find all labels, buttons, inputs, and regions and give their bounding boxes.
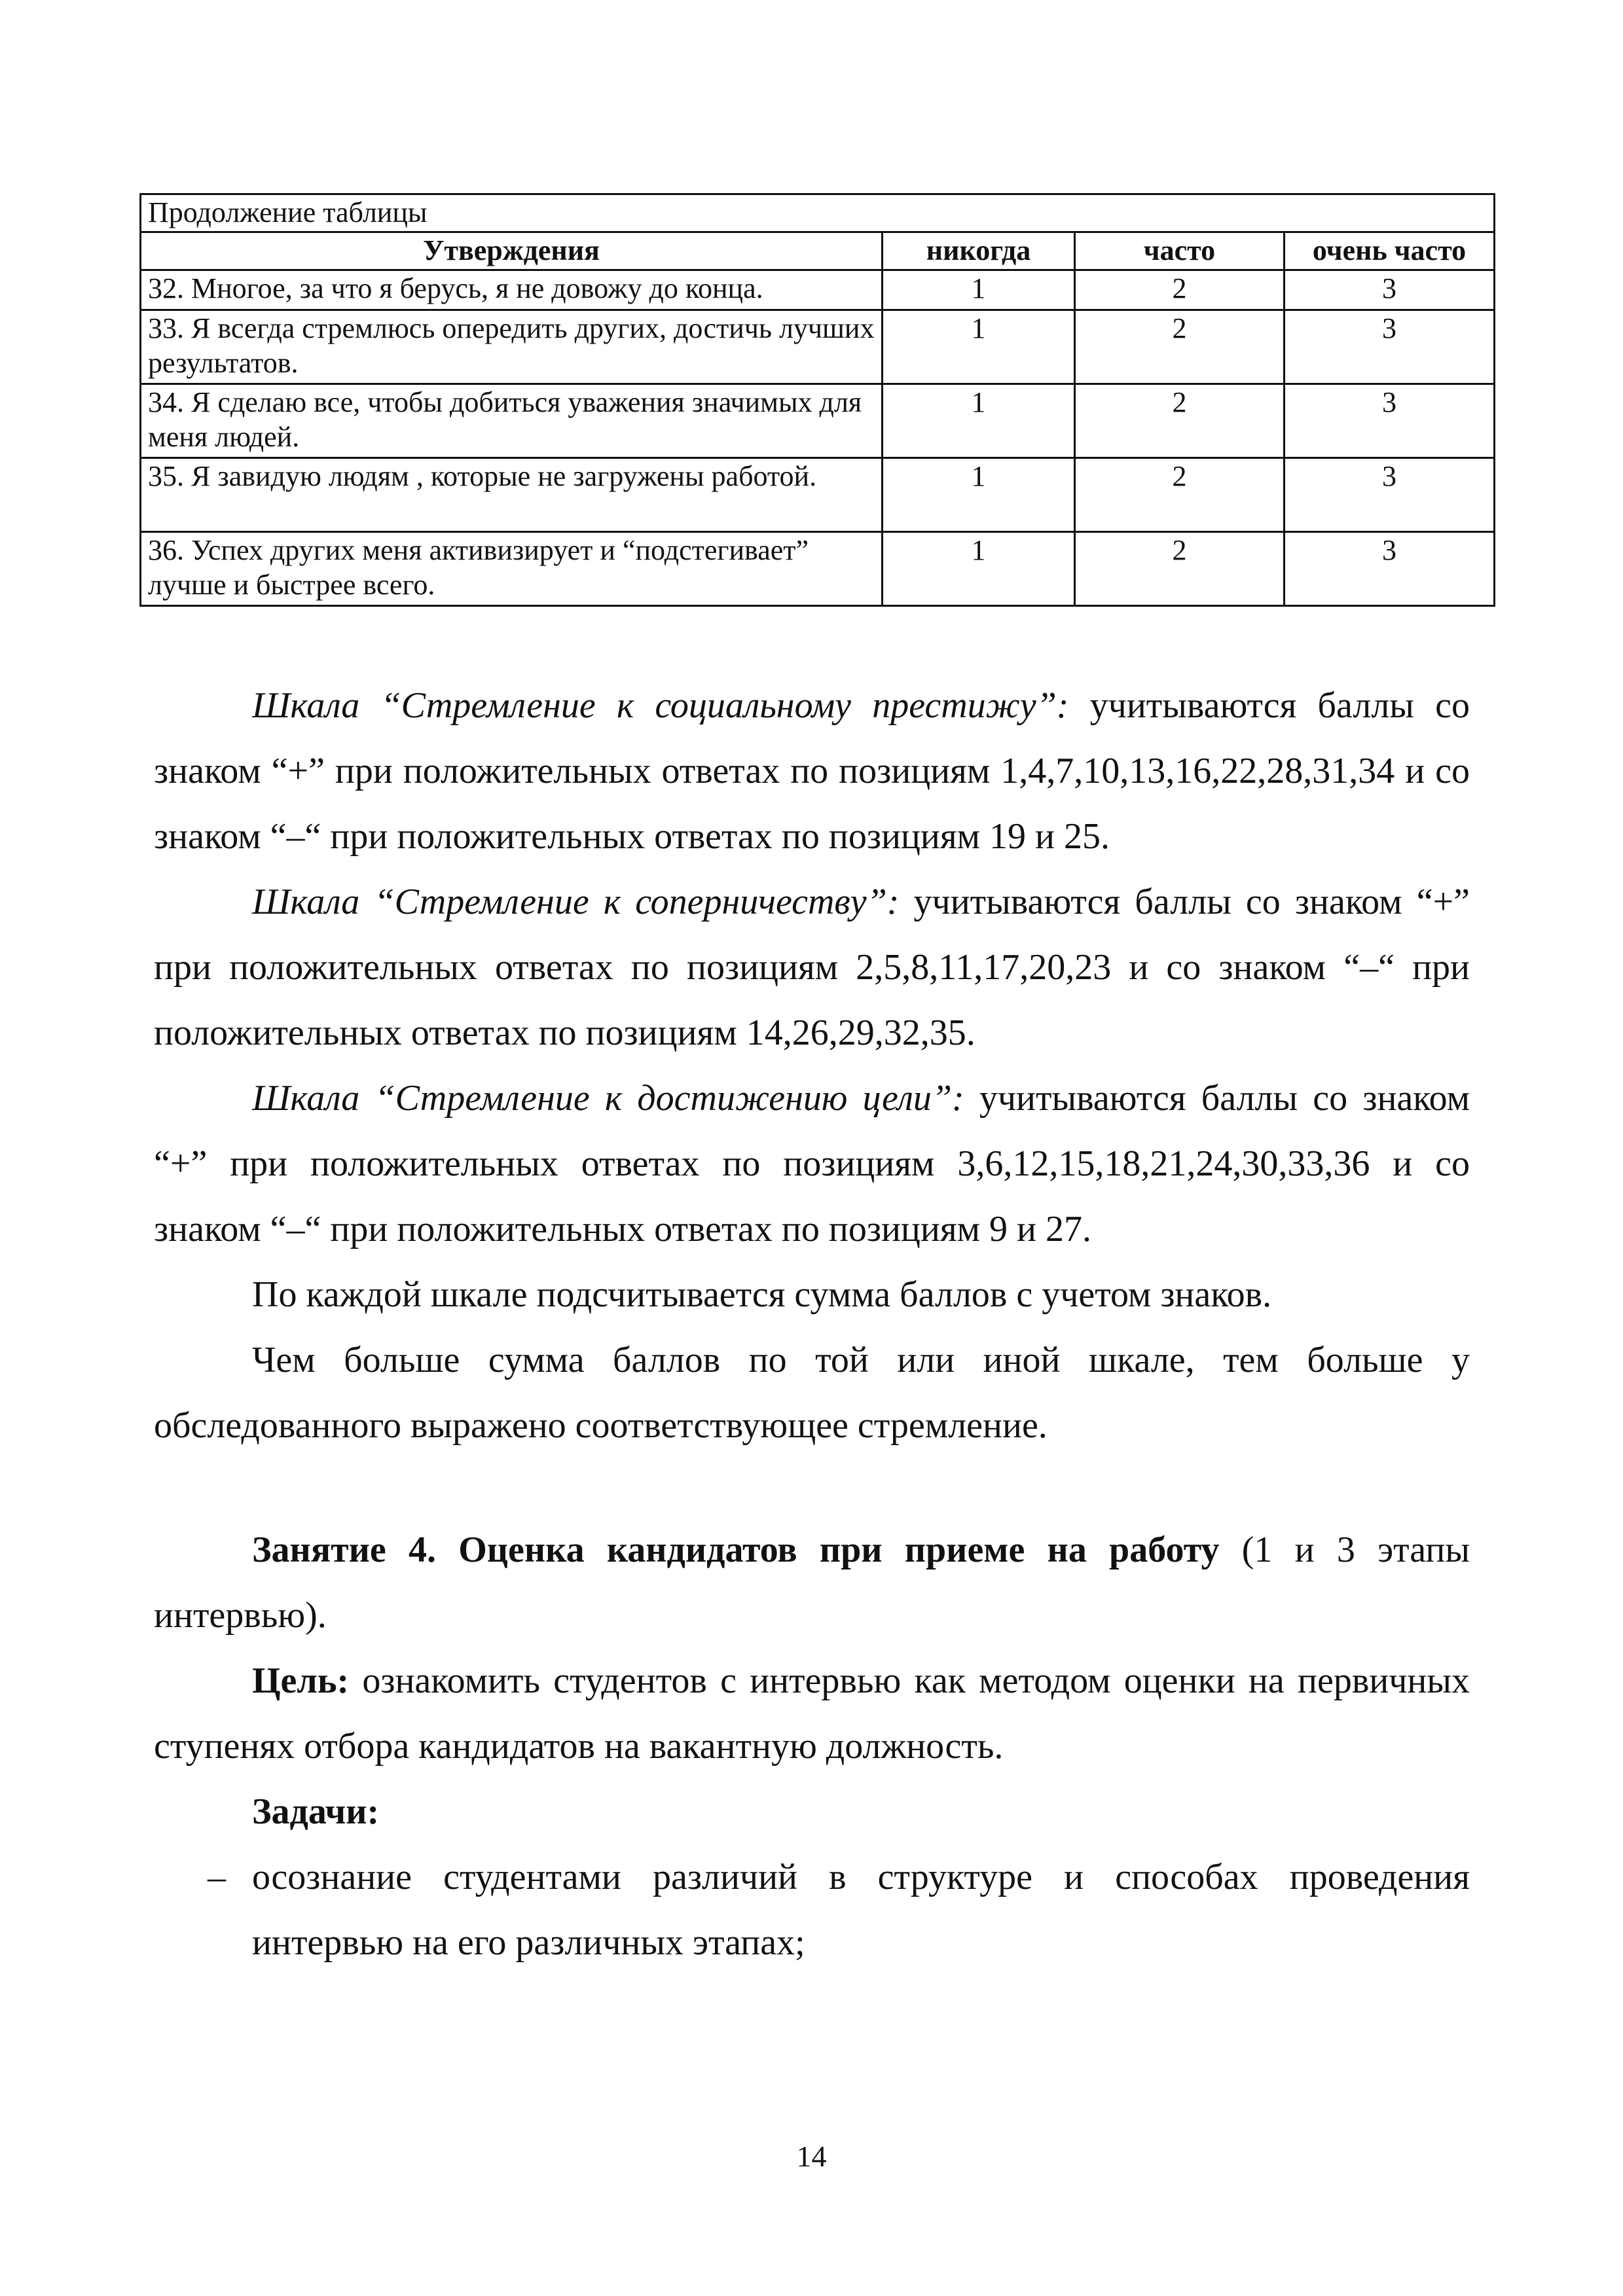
never-cell: 1 bbox=[883, 270, 1075, 310]
task-item bbox=[154, 1844, 1470, 1975]
lesson-title bbox=[154, 1517, 1470, 1648]
header-statements: Утверждения bbox=[141, 232, 883, 270]
scale-paragraph bbox=[154, 1066, 1470, 1262]
scale-name: Шкала “Стремление к соперничеству”: bbox=[252, 882, 900, 922]
summary-paragraph: По каждой шкале подсчитывается сумма баллов с учетом знаков. bbox=[252, 1274, 1272, 1315]
table-row bbox=[141, 458, 1495, 532]
scale-paragraph bbox=[154, 869, 1470, 1066]
header-never: никогда bbox=[883, 232, 1075, 270]
scale-text: учитываются баллы со знаком “+” при положительных ответах по позициям 1,4,7,10,13,16,22,28,31,34 и со знаком “–“ при положительных ответах по позициям 19 и 25. bbox=[154, 685, 1470, 857]
table-row bbox=[141, 310, 1495, 384]
never-cell: 1 bbox=[883, 532, 1075, 606]
never-cell: 1 bbox=[883, 458, 1075, 532]
dash-bullet: – bbox=[208, 1857, 226, 1897]
lesson-goal bbox=[154, 1648, 1470, 1779]
tasks-label: Задачи: bbox=[252, 1791, 380, 1832]
goal-text: ознакомить студентов с интервью как методом оценки на первичных ступенях отбора кандидатов на вакантную должность. bbox=[154, 1660, 1470, 1767]
statement-cell: 36. Успех других меня активизирует и “подстегивает” лучше и быстрее всего. bbox=[141, 532, 883, 606]
table-row bbox=[141, 532, 1495, 606]
page-number: 14 bbox=[796, 2140, 827, 2173]
header-often: часто bbox=[1075, 232, 1285, 270]
statements-table bbox=[139, 193, 1495, 607]
very-often-cell: 3 bbox=[1285, 384, 1495, 458]
scale-text: учитываются баллы со знаком “+” при положительных ответах по позициям 3,6,12,15,18,21,24,30,33,36 и со знаком “–“ при положительных ответах по позициям 9 и 27. bbox=[154, 1078, 1470, 1249]
scale-name: Шкала “Стремление к достижению цели”: bbox=[252, 1078, 964, 1119]
often-cell: 2 bbox=[1075, 270, 1285, 310]
table-row bbox=[141, 270, 1495, 310]
often-cell: 2 bbox=[1075, 458, 1285, 532]
table-caption: Продолжение таблицы bbox=[141, 194, 1495, 232]
often-cell: 2 bbox=[1075, 310, 1285, 384]
very-often-cell: 3 bbox=[1285, 270, 1495, 310]
header-very-often: очень часто bbox=[1285, 232, 1495, 270]
goal-label: Цель: bbox=[252, 1660, 350, 1701]
often-cell: 2 bbox=[1075, 532, 1285, 606]
often-cell: 2 bbox=[1075, 384, 1285, 458]
table-row bbox=[141, 384, 1495, 458]
statement-cell: 33. Я всегда стремлюсь опередить других, достичь лучших результатов. bbox=[141, 310, 883, 384]
task-text: осознание студентами различий в структуре и способах проведения интервью на его различных этапах; bbox=[252, 1857, 1470, 1963]
statement-cell: 35. Я завидую людям , которые не загружены работой. bbox=[141, 458, 883, 532]
scale-text: учитываются баллы со знаком “+” при положительных ответах по позициям 2,5,8,11,17,20,23 и со знаком “–“ при положительных ответах по позициям 14,26,29,32,35. bbox=[154, 882, 1470, 1053]
very-often-cell: 3 bbox=[1285, 310, 1495, 384]
scoring-section bbox=[154, 673, 1470, 1458]
scale-name: Шкала “Стремление к социальному престижу”: bbox=[252, 685, 1069, 726]
summary-paragraph: Чем больше сумма баллов по той или иной шкале, тем больше у обследованного выражено соответствующее стремление. bbox=[154, 1340, 1470, 1446]
never-cell: 1 bbox=[883, 384, 1075, 458]
very-often-cell: 3 bbox=[1285, 458, 1495, 532]
statement-cell: 34. Я сделаю все, чтобы добиться уважения значимых для меня людей. bbox=[141, 384, 883, 458]
lesson-section bbox=[154, 1517, 1470, 1975]
never-cell: 1 bbox=[883, 310, 1075, 384]
statement-cell: 32. Многое, за что я берусь, я не довожу до конца. bbox=[141, 270, 883, 310]
scale-paragraph bbox=[154, 673, 1470, 869]
lesson-title-rest: (1 и 3 этапы интервью). bbox=[154, 1530, 1470, 1636]
lesson-title-bold: Занятие 4. Оценка кандидатов при приеме на работу bbox=[252, 1530, 1220, 1570]
very-often-cell: 3 bbox=[1285, 532, 1495, 606]
